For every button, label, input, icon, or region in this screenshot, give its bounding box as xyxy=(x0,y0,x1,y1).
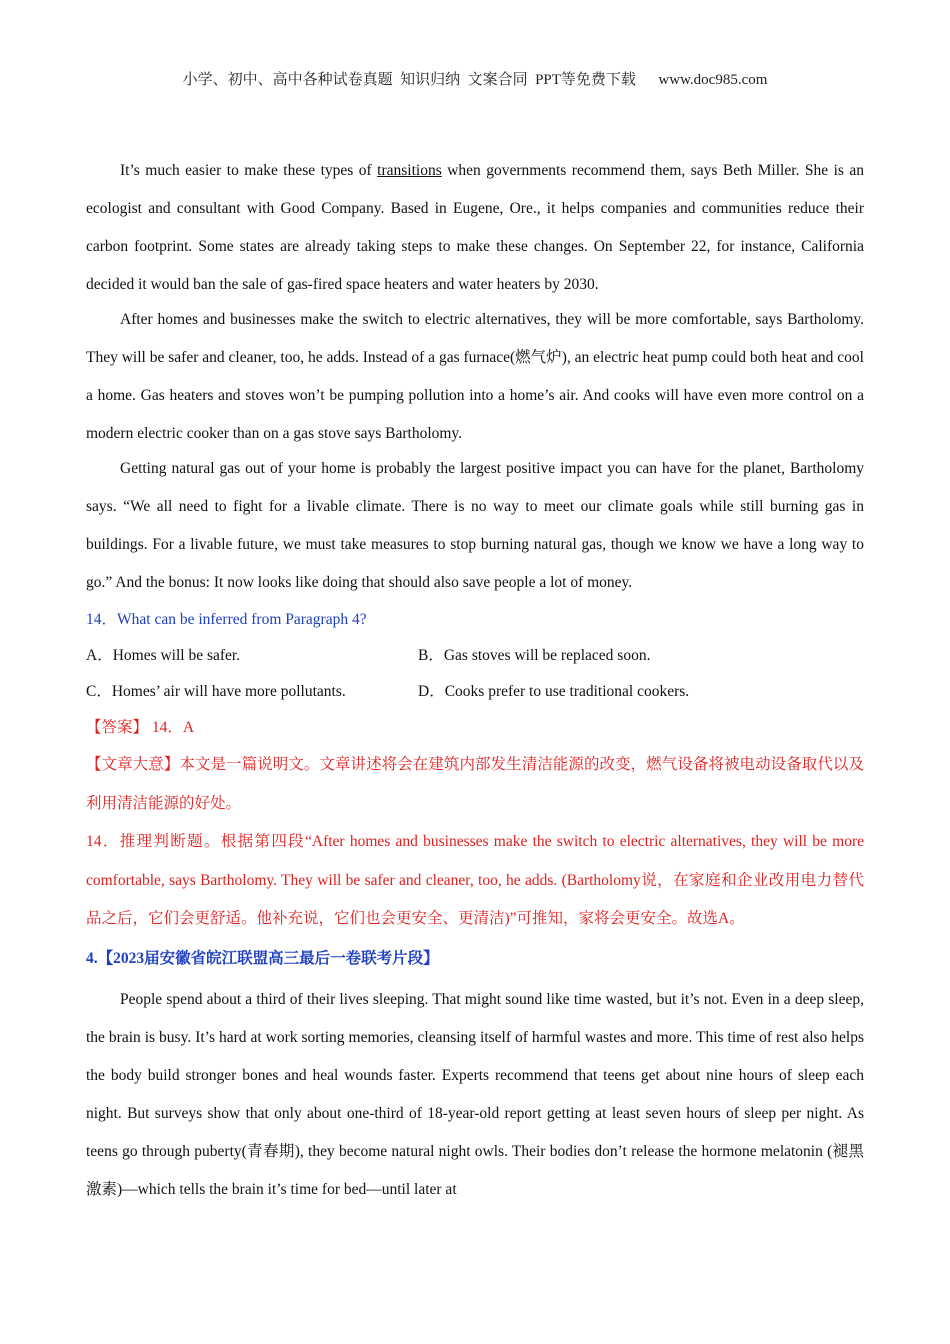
passage-paragraph-2: After homes and businesses make the switch to electric alternatives, they will be more comfortable, says Bartholomy. They will be safer and cleaner, too, he adds. Instead of a gas furnace(燃气炉), an electric heat pump could both heat and cool a home. Gas heaters and stoves won’t be pumping pollution into a home’s air. And cooks will have even more control on a modern electric cooker than on a gas stove says Bartholomy. xyxy=(86,311,864,442)
option-c: C．Homes’ air will have more pollutants. xyxy=(86,683,346,700)
answer-label: 【答案】 xyxy=(86,719,149,736)
question-stem: 14．What can be inferred from Paragraph 4? xyxy=(86,611,367,628)
summary-text: 【文章大意】本文是一篇说明文。文章讲述将会在建筑内部发生清洁能源的改变，燃气设备将被电动设备取代以及利用清洁能源的好处。 xyxy=(86,756,864,812)
explanation-text: 14．推理判断题。根据第四段“After homes and businesses make the switch to electric alternatives, they will be more comfortable, says Bartholomy. They will be safer and cleaner, too, he adds. (Bartholomy说，在家庭和企业改用电力替代品之后，它们会更舒适。他补充说，它们也会更安全、更清洁)”可推知，家将会更安全。故选A。 xyxy=(86,833,864,927)
passage-paragraph-1 xyxy=(86,152,864,304)
section-4-title: 4.【2023届安徽省皖江联盟高三最后一卷联考片段】 xyxy=(86,949,439,967)
option-b: B．Gas stoves will be replaced soon. xyxy=(418,647,651,664)
option-d: D．Cooks prefer to use traditional cookers. xyxy=(418,683,690,700)
document-content xyxy=(86,152,864,1209)
answer-value: 14．A xyxy=(151,719,195,736)
p1-text-before: It’s much easier to make these types of xyxy=(120,162,378,179)
p1-text-after: when governments recommend them, says Beth Miller. She is an ecologist and consultant with Good Company. Based in Eugene, Ore., it helps companies and communities reduce their carbon footprint. Some states are already taking steps to make these changes. On September 22, for instance, California decided it would ban the sale of gas-fired space heaters and water heaters by 2030. xyxy=(86,162,864,293)
underlined-word-transitions: transitions xyxy=(377,162,442,179)
answer-line xyxy=(86,710,864,746)
passage-paragraph-3: Getting natural gas out of your home is probably the largest positive impact you can have for the planet, Bartholomy says. “We all need to fight for a livable climate. There is no way to meet our climate goals while still burning gas in buildings. For a livable future, we must take measures to stop burning natural gas, though we know we have a long way to go.” And the bonus: It now looks like doing that should also save people a lot of money. xyxy=(86,460,864,591)
question-options xyxy=(86,638,864,710)
page-header: 小学、初中、高中各种试卷真题 知识归纳 文案合同 PPT等免费下载 www.doc985.com xyxy=(182,72,768,88)
option-a: A．Homes will be safer. xyxy=(86,647,241,664)
section-4-paragraph-1: People spend about a third of their lives sleeping. That might sound like time wasted, but it’s not. Even in a deep sleep, the brain is busy. It’s hard at work sorting memories, cleansing itself of harmful wastes and more. This time of rest also helps the body build stronger bones and heal wounds faster. Experts recommend that teens get about nine hours of sleep each night. But surveys show that only about one-third of 18-year-old report getting at least seven hours of sleep per night. As teens go through puberty(青春期), they become natural night owls. Their bodies don’t release the hormone melatonin (褪黑激素)—which tells the brain it’s time for bed—until later at xyxy=(86,990,864,1198)
